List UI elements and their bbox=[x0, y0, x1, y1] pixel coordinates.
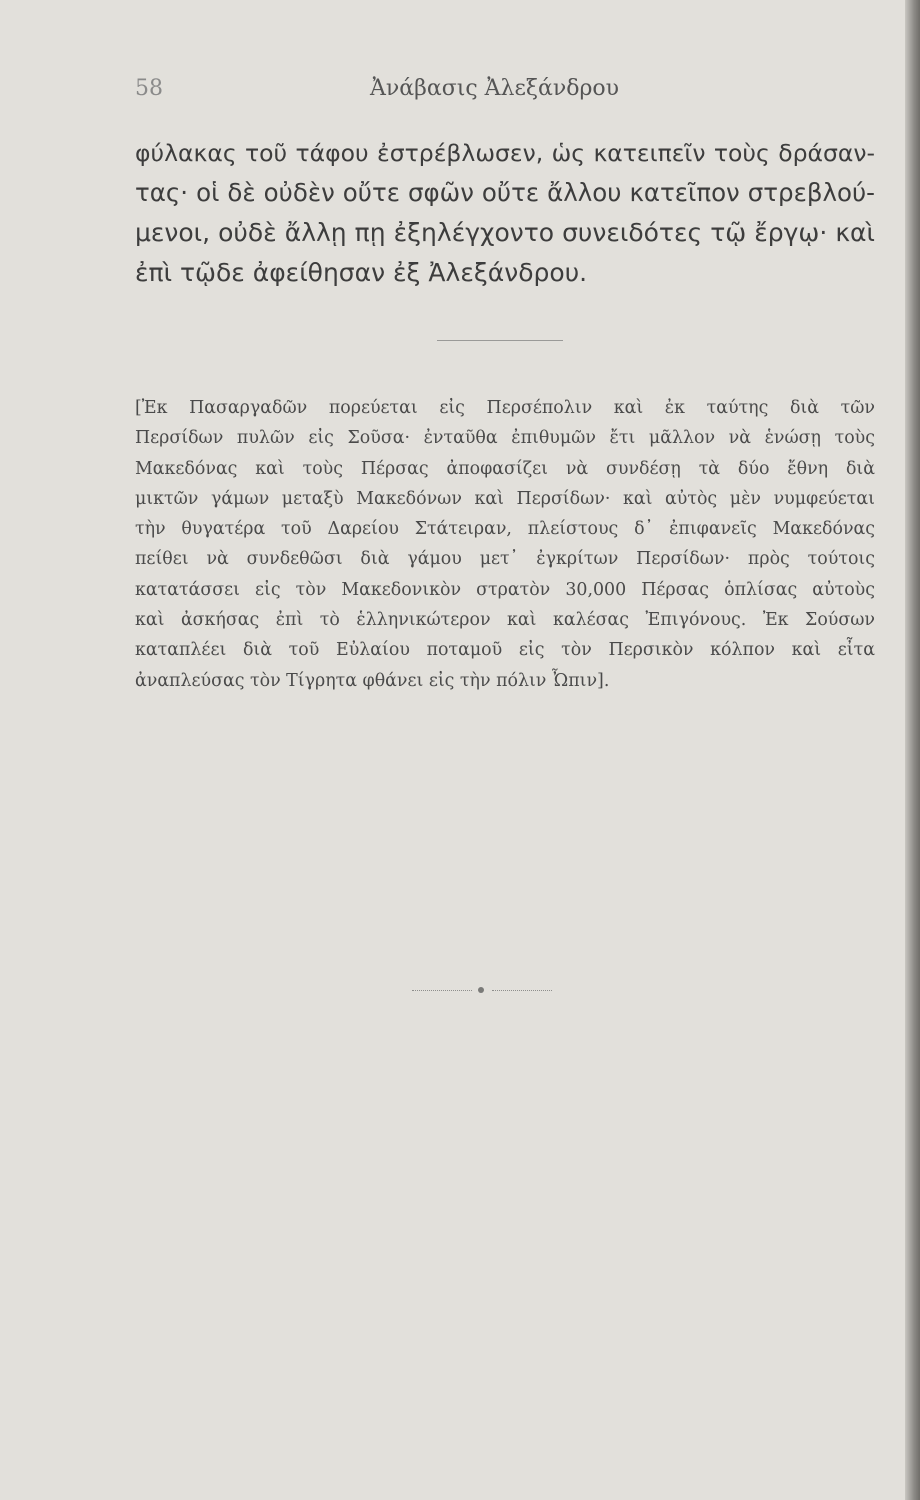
summary-line: Περσίδων πυλῶν εἰς Σοῦσα· ἐνταῦθα ἐπιθυμῶν ἔτι μᾶλλον νὰ ἑνώσῃ τοὺς bbox=[135, 428, 875, 449]
text-line: τας· οἱ δὲ οὐδὲν οὔτε σφῶν οὔτε ἄλλου κατεῖπον στρεβλού- bbox=[135, 178, 875, 207]
ornament-dot bbox=[478, 987, 484, 993]
summary-line: τὴν θυγατέρα τοῦ Δαρείου Στάτειραν, πλείστους δ᾽ ἐπιφανεῖς Μακεδόνας bbox=[135, 519, 875, 540]
summary-paragraph bbox=[135, 393, 875, 696]
end-ornament bbox=[412, 986, 552, 994]
text-line: ἐπὶ τῷδε ἀφείθησαν ἐξ Ἀλεξάνδρου. bbox=[135, 258, 588, 287]
summary-line: μικτῶν γάμων μεταξὺ Μακεδόνων καὶ Περσίδων· καὶ αὐτὸς μὲν νυμφεύεται bbox=[135, 488, 875, 509]
running-head bbox=[0, 76, 905, 112]
ornament-rule bbox=[492, 990, 552, 991]
summary-line: Μακεδόνας καὶ τοὺς Πέρσας ἀποφασίζει νὰ συνδέσῃ τὰ δύο ἔθνη διὰ bbox=[135, 458, 875, 479]
summary-line: καταπλέει διὰ τοῦ Εὐλαίου ποταμοῦ εἰς τὸν Περσικὸν κόλπον καὶ εἶτα bbox=[135, 640, 875, 661]
text-line: φύλακας τοῦ τάφου ἐστρέβλωσεν, ὡς κατειπεῖν τοὺς δράσαν- bbox=[135, 139, 875, 167]
running-title: Ἀνάβασις Ἀλεξάνδρου bbox=[370, 76, 620, 101]
text-line: μενοι, οὐδὲ ἄλλῃ πῃ ἐξηλέγχοντο συνειδότες τῷ ἔργῳ· καὶ bbox=[135, 218, 875, 247]
section-divider bbox=[437, 340, 563, 341]
summary-line: ἀναπλεύσας τὸν Τίγρητα φθάνει εἰς τὴν πόλιν Ὦπιν]. bbox=[135, 670, 610, 691]
main-paragraph bbox=[135, 133, 875, 293]
summary-line: πείθει νὰ συνδεθῶσι διὰ γάμου μετ᾽ ἐγκρίτων Περσίδων· πρὸς τούτοις bbox=[135, 549, 875, 570]
ornament-rule bbox=[412, 990, 472, 991]
summary-line: κατατάσσει εἰς τὸν Μακεδονικὸν στρατὸν 30,000 Πέρσας ὁπλίσας αὐτοὺς bbox=[135, 579, 875, 600]
page-edge-shadow bbox=[905, 0, 920, 1500]
summary-line: [Ἐκ Πασαργαδῶν πορεύεται εἰς Περσέπολιν καὶ ἐκ ταύτης διὰ τῶν bbox=[135, 398, 875, 418]
summary-line: καὶ ἀσκήσας ἐπὶ τὸ ἑλληνικώτερον καὶ καλέσας Ἐπιγόνους. Ἐκ Σούσων bbox=[135, 610, 875, 631]
page-number: 58 bbox=[135, 76, 163, 101]
